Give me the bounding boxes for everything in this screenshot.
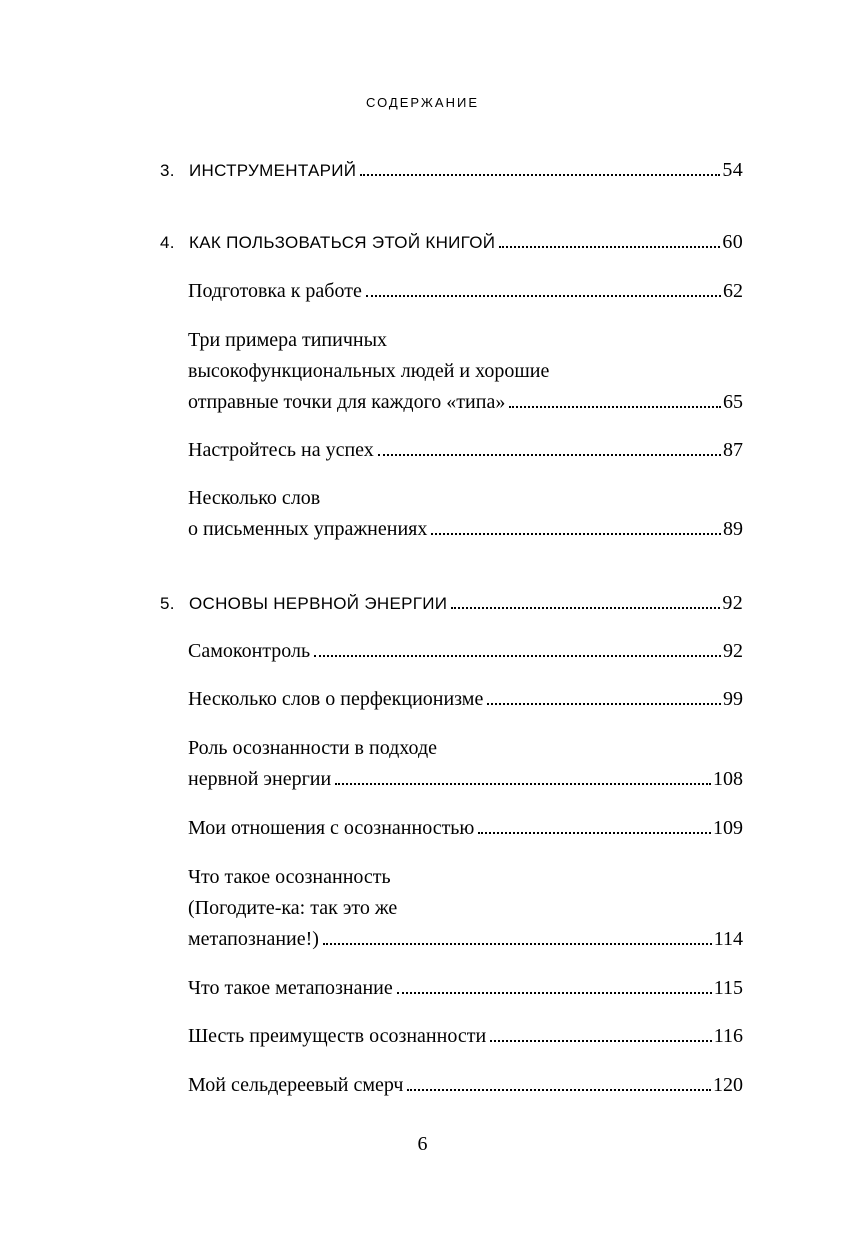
- entry-title-line: (Погодите-ка: так это же: [188, 897, 398, 919]
- running-header: СОДЕРЖАНИЕ: [365, 95, 479, 110]
- page-number: 116: [713, 1025, 743, 1047]
- entry-title: Мои отношения с осознанностью: [188, 817, 475, 839]
- page-number: 114: [713, 928, 743, 950]
- entry-title: Самоконтроль: [188, 640, 311, 662]
- leader-dots: [431, 533, 721, 535]
- page-number: 109: [713, 817, 743, 839]
- chapter-number: 3.: [160, 161, 175, 180]
- page-number: 108: [713, 768, 743, 790]
- toc-entry[interactable]: [188, 437, 743, 463]
- leader-dots: [509, 406, 721, 408]
- page-number: 92: [722, 592, 743, 614]
- entry-title: метапознание!): [188, 928, 319, 950]
- page-number: 60: [722, 231, 743, 253]
- leader-dots: [487, 703, 721, 705]
- entry-title-line: Что такое осознанность: [188, 866, 391, 888]
- page-number: 62: [723, 280, 743, 302]
- toc-entry[interactable]: [188, 766, 743, 792]
- toc-entry[interactable]: [188, 926, 743, 952]
- leader-dots: [323, 943, 712, 945]
- leader-dots: [478, 832, 711, 834]
- toc-entry[interactable]: [188, 1023, 743, 1049]
- entry-title: отправные точки для каждого «типа»: [188, 391, 506, 413]
- entry-title: Подготовка к работе: [188, 280, 362, 302]
- page-number: 115: [713, 977, 743, 999]
- leader-dots: [335, 783, 711, 785]
- entry-title: Шесть преимуществ осознанности: [188, 1025, 487, 1047]
- leader-dots: [499, 246, 720, 248]
- toc-chapter-5[interactable]: [160, 590, 743, 617]
- page-number: 65: [723, 391, 743, 413]
- page-number: 89: [723, 518, 743, 540]
- entry-title: нервной энергии: [188, 768, 332, 790]
- entry-title-line: Роль осознанности в подходе: [188, 737, 438, 759]
- page-number: 99: [723, 688, 743, 710]
- chapter-number: 5.: [160, 594, 175, 613]
- chapter-title: ИНСТРУМЕНТАРИЙ: [189, 161, 357, 180]
- entry-title: Что такое метапознание: [188, 977, 393, 999]
- leader-dots: [490, 1040, 712, 1042]
- leader-dots: [397, 992, 712, 994]
- toc-entry[interactable]: [188, 975, 743, 1001]
- entry-title-line: высокофункциональных людей и хорошие: [188, 360, 550, 382]
- toc-entry[interactable]: [188, 815, 743, 841]
- toc-entry[interactable]: [188, 1072, 743, 1098]
- toc-entry[interactable]: [188, 638, 743, 664]
- toc-entry[interactable]: [188, 278, 743, 304]
- entry-title-line: Несколько слов: [188, 487, 321, 509]
- entry-title: Мой сельдереевый смерч: [188, 1074, 404, 1096]
- entry-title: Несколько слов о перфекционизме: [188, 688, 484, 710]
- entry-title: о письменных упражнениях: [188, 518, 428, 540]
- leader-dots: [451, 607, 720, 609]
- leader-dots: [407, 1089, 711, 1091]
- leader-dots: [360, 174, 720, 176]
- page-number: 120: [713, 1074, 743, 1096]
- entry-title: Настройтесь на успех: [188, 439, 374, 461]
- toc-chapter-4[interactable]: [160, 229, 743, 256]
- page-number: 87: [723, 439, 743, 461]
- entry-title-line: Три примера типичных: [188, 329, 388, 351]
- chapter-title: КАК ПОЛЬЗОВАТЬСЯ ЭТОЙ КНИГОЙ: [189, 233, 496, 252]
- page-number: 54: [722, 159, 743, 181]
- toc-entry[interactable]: [188, 686, 743, 712]
- toc-entry[interactable]: [188, 516, 743, 542]
- page-number: 92: [723, 640, 743, 662]
- folio-page-number: 6: [417, 1133, 428, 1155]
- chapter-number: 4.: [160, 233, 175, 252]
- leader-dots: [366, 295, 721, 297]
- toc-chapter-3[interactable]: [160, 157, 743, 184]
- chapter-title: ОСНОВЫ НЕРВНОЙ ЭНЕРГИИ: [189, 594, 448, 613]
- leader-dots: [378, 454, 721, 456]
- leader-dots: [314, 655, 721, 657]
- toc-entry[interactable]: [188, 389, 743, 415]
